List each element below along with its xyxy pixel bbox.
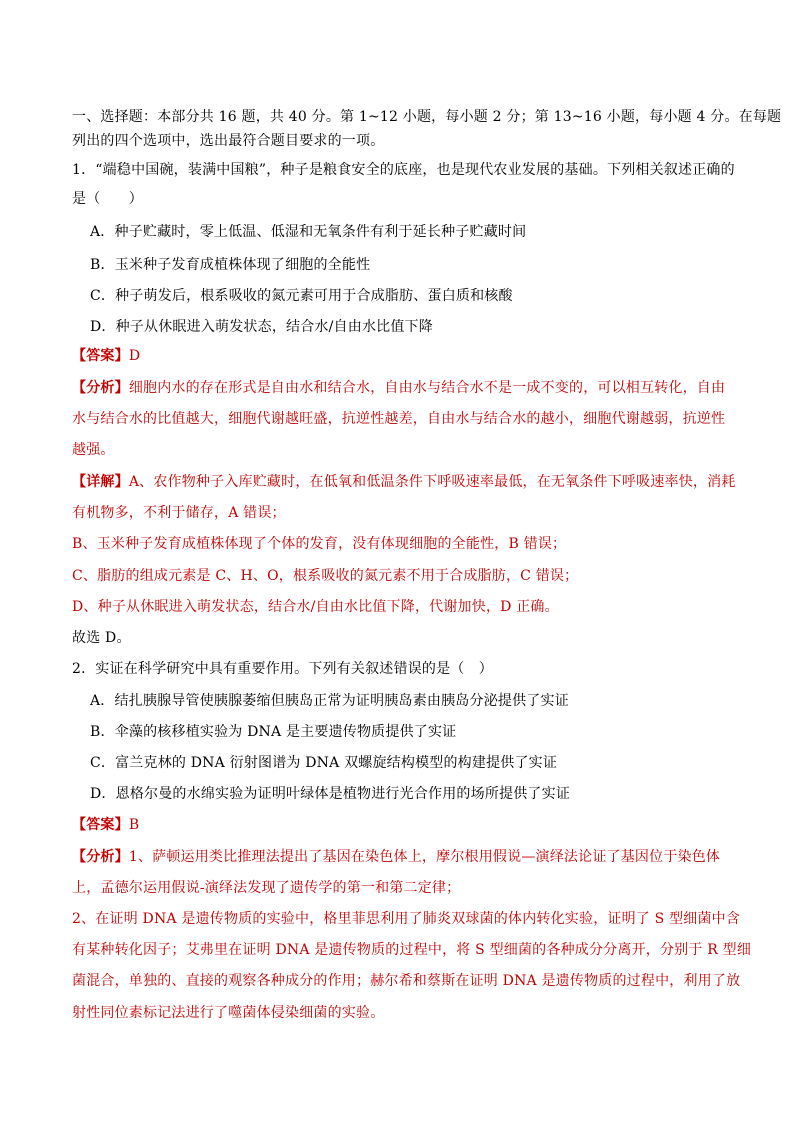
detail-tag: 【详解】	[72, 474, 129, 490]
q2-stem: 2．实证在科学研究中具有重要作用。下列有关叙述错误的是（ ）	[72, 661, 493, 677]
q2-option-c: C．富兰克林的 DNA 衍射图谱为 DNA 双螺旋结构模型的构建提供了实证	[90, 755, 558, 771]
q1-detail-line-2: 有机物多，不利于储存，A 错误；	[72, 505, 286, 521]
q2-analysis-line-3: 2、在证明 DNA 是遗传物质的实验中，格里菲思利用了肺炎双球菌的体内转化实验，证明了 S 型细菌中含	[72, 911, 741, 927]
q2-analysis-line-6: 射性同位素标记法进行了噬菌体侵染细菌的实验。	[72, 1005, 385, 1021]
q1-detail-line-3: B、玉米种子发育成植株体现了个体的发育，没有体现细胞的全能性，B 错误；	[72, 536, 567, 552]
q1-conclusion: 故选 D。	[72, 630, 131, 646]
q1-option-c: C．种子萌发后，根系吸收的氮元素可用于合成脂肪、蛋白质和核酸	[90, 288, 513, 304]
q1-analysis-line-2: 水与结合水的比值越大，细胞代谢越旺盛，抗逆性越差，自由水与结合水的越小，细胞代谢越弱，抗逆性	[72, 411, 726, 427]
q2-option-b: B．伞藻的核移植实验为 DNA 是主要遗传物质提供了实证	[90, 724, 457, 740]
q1-analysis-line-3: 越强。	[72, 442, 115, 458]
analysis-tag: 【分析】	[72, 849, 129, 865]
q1-answer	[72, 346, 732, 366]
answer-value: D	[128, 348, 141, 364]
q1-option-a: A．种子贮藏时，零上低温、低湿和无氧条件有利于延长种子贮藏时间	[90, 224, 527, 240]
q1-detail-line-4: C、脂肪的组成元素是 C、H、O，根系吸收的氮元素不用于合成脂肪，C 错误；	[72, 568, 579, 584]
analysis-text: 细胞内水的存在形式是自由水和结合水，自由水与结合水不是一成不变的，可以相互转化，自由	[128, 380, 726, 396]
q1-option-d: D．种子从休眠进入萌发状态，结合水/自由水比值下降	[90, 319, 433, 335]
q1-detail-line-5: D、种子从休眠进入萌发状态，结合水/自由水比值下降，代谢加快，D 正确。	[72, 599, 559, 615]
q1-stem-line-1: 1．“端稳中国碗，装满中国粮”，种子是粮食安全的底座，也是现代农业发展的基础。下列相关叙述正确的	[72, 162, 735, 178]
analysis-text: 1、萨顿运用类比推理法提出了基因在染色体上，摩尔根用假说—演绎法论证了基因位于染色体	[128, 849, 721, 865]
q1-analysis-line-1	[72, 378, 732, 398]
answer-tag: 【答案】	[72, 817, 129, 833]
analysis-tag: 【分析】	[72, 380, 129, 396]
q1-option-b: B．玉米种子发育成植株体现了细胞的全能性	[90, 257, 371, 273]
q2-analysis-line-5: 菌混合，单独的、直接的观察各种成分的作用；赫尔希和蔡斯在证明 DNA 是遗传物质的过程中，利用了放	[72, 973, 741, 989]
q1-detail-line-1	[72, 472, 736, 492]
q2-analysis-line-4: 有某种转化因子；艾弗里在证明 DNA 是遗传物质的过程中，将 S 型细菌的各种成分分离开，分别于 R 型细	[72, 942, 752, 958]
section-header-line-2: 列出的四个选项中，选出最符合题目要求的一项。	[72, 133, 385, 149]
q2-option-d: D．恩格尔曼的水绵实验为证明叶绿体是植物进行光合作用的场所提供了实证	[90, 786, 571, 802]
q1-stem-line-2: 是（ ）	[72, 191, 143, 207]
answer-value: B	[128, 817, 140, 833]
q2-option-a: A．结扎胰腺导管使胰腺萎缩但胰岛正常为证明胰岛素由胰岛分泌提供了实证	[90, 693, 569, 709]
detail-text: A、农作物种子入库贮藏时，在低氧和低温条件下呼吸速率最低，在无氧条件下呼吸速率快，消耗	[128, 474, 736, 490]
q2-analysis-line-2: 上，孟德尔运用假说-演绎法发现了遗传学的第一和第二定律；	[72, 880, 461, 896]
answer-tag: 【答案】	[72, 348, 129, 364]
q2-analysis-line-1	[72, 847, 732, 867]
section-header-line-1: 一、选择题：本部分共 16 题，共 40 分。第 1~12 小题，每小题 2 分；第 13~16 小题，每小题 4 分。在每题	[72, 109, 782, 125]
q2-answer	[72, 815, 732, 835]
